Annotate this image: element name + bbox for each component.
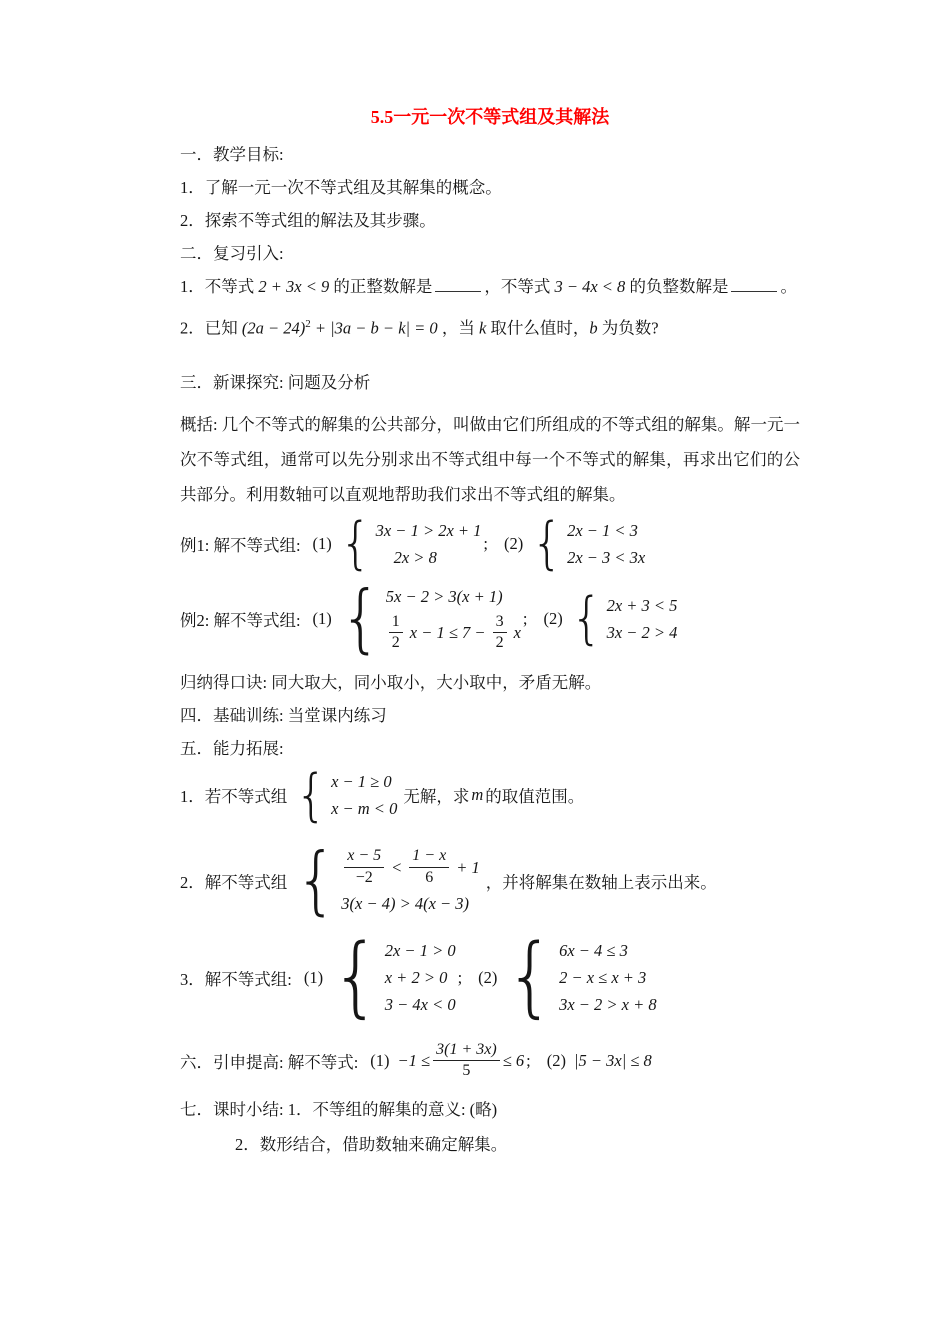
q1-inequality-2: 3 − 4x < 8 xyxy=(554,277,626,296)
q1-inequality-1: 2 + 3x < 9 xyxy=(258,277,330,296)
section-3-heading: 三．新课探究: 问题及分析 xyxy=(180,372,371,392)
example-2-line xyxy=(180,575,800,662)
p1-text-1: 无解，求 xyxy=(403,787,470,807)
inequality-system-p1 xyxy=(295,762,398,828)
system-row: 5x − 2 > 3(x + 1) xyxy=(385,586,503,606)
separator-semicolon: ; xyxy=(526,1050,531,1070)
row-segment: x xyxy=(513,622,521,642)
q2-text-3: 为负数? xyxy=(601,318,659,338)
fraction-denominator: 2 xyxy=(391,633,400,651)
q2-expression-rest: + |3a − b − k| = 0 xyxy=(314,318,438,338)
system-row: 2x − 1 > 0 xyxy=(384,941,456,961)
q1-text-3: 的负整数解是 xyxy=(629,277,729,296)
separator-semicolon: ; xyxy=(483,533,489,553)
q2-variable-b: b xyxy=(589,318,598,338)
s6-absolute-inequality: |5 − 3x| ≤ 8 xyxy=(573,1050,652,1070)
s6-inequality-left: −1 ≤ xyxy=(397,1050,431,1070)
inequality-system-p3-1 xyxy=(331,927,456,1028)
s6-number-1: (1) xyxy=(370,1050,390,1070)
section-4-heading: 四．基础训练: 当堂课内练习 xyxy=(180,706,387,726)
system-row: x − m < 0 xyxy=(331,799,398,819)
example-2-number-1: (1) xyxy=(312,608,332,628)
ability-problem-2 xyxy=(180,837,800,924)
system-row: 3x − 2 > x + 8 xyxy=(559,995,657,1015)
example-1-number-2: (2) xyxy=(504,533,524,553)
less-than-sign: < xyxy=(391,857,403,877)
fraction xyxy=(493,613,507,653)
separator-semicolon: ; xyxy=(457,967,463,987)
system-row: 3x − 1 > 2x + 1 xyxy=(375,520,482,540)
example-1-lead: 例1: 解不等式组: xyxy=(180,535,301,555)
q2-text-1: ，当 xyxy=(441,318,475,338)
section-7-line-2: 2．数形结合，借助数轴来确定解集。 xyxy=(235,1134,508,1154)
fraction-numerator: 3 xyxy=(493,613,507,633)
q2-expression-base: (2a − 24) xyxy=(241,318,306,338)
fraction-numerator: 3(1 + 3x) xyxy=(433,1041,500,1061)
system-row: x − 1 ≥ 0 xyxy=(331,772,392,792)
p3-number-1: (1) xyxy=(303,967,324,987)
inequality-system-p2 xyxy=(295,837,480,924)
p3-lead: 3．解不等式组: xyxy=(180,969,292,989)
page-title: 5.5一元一次不等式组及其解法 xyxy=(370,107,610,127)
fraction-denominator: −2 xyxy=(355,868,373,886)
example-2-number-2: (2) xyxy=(543,608,563,628)
q1-text-1: 的正整数解是 xyxy=(333,277,433,296)
inequality-system-ex1-1 xyxy=(339,510,482,576)
row-segment: + 1 xyxy=(456,857,480,877)
left-brace-icon: { xyxy=(331,927,381,1028)
q1-text-4: 。 xyxy=(780,277,797,296)
fraction-numerator: 1 xyxy=(389,613,403,633)
system-row: 2 − x ≤ x + 3 xyxy=(559,968,647,988)
inequality-system-ex1-2 xyxy=(531,510,646,576)
s6-inequality-right: ≤ 6 xyxy=(502,1050,525,1070)
p1-text-2: 的取值范围。 xyxy=(485,787,585,807)
objective-item-1: 1．了解一元一次不等式组及其解集的概念。 xyxy=(180,178,502,197)
review-question-1 xyxy=(180,276,800,297)
example-2-lead: 例2: 解不等式组: xyxy=(180,610,301,630)
system-row: 3x − 2 > 4 xyxy=(606,622,678,642)
ability-problem-1 xyxy=(180,762,800,828)
q2-variable-k: k xyxy=(478,318,487,338)
fraction xyxy=(389,613,403,653)
p1-variable-m: m xyxy=(471,785,484,805)
example-1-number-1: (1) xyxy=(312,533,332,553)
section-7-line-1: 七．课时小结: 1．不等组的解集的意义: (略) xyxy=(180,1099,498,1119)
example-1-line xyxy=(180,510,800,576)
s6-number-2: (2) xyxy=(546,1050,566,1070)
system-row: 2x − 3 < 3x xyxy=(567,547,646,567)
summary-paragraph: 概括: 几个不等式的解集的公共部分，叫做由它们所组成的不等式组的解集。解一元一次不等式组，通常可以先分别求出不等式组中每一个不等式的解集，再求出它们的公共部分。利用数轴可以直观地帮助我们求出不等式组的解集。 xyxy=(180,414,800,504)
inequality-system-p3-2 xyxy=(505,927,657,1028)
fraction-denominator: 5 xyxy=(462,1062,471,1080)
left-brace-icon: { xyxy=(570,585,603,651)
inequality-system-ex2-1 xyxy=(339,575,521,662)
section-1-heading: 一．教学目标: xyxy=(180,145,284,164)
p2-tail: ，并将解集在数轴上表示出来。 xyxy=(485,872,717,892)
q1-lead: 1．不等式 xyxy=(180,277,255,296)
answer-blank xyxy=(435,277,481,292)
fraction-numerator: 1 − x xyxy=(409,847,449,867)
system-row-with-fractions xyxy=(386,613,521,653)
separator-semicolon: ; xyxy=(522,608,528,628)
system-row: 2x + 3 < 5 xyxy=(606,595,678,615)
p3-number-2: (2) xyxy=(478,967,498,987)
answer-blank xyxy=(731,277,777,292)
row-segment: x − 1 ≤ 7 − xyxy=(409,622,486,642)
fraction xyxy=(409,847,449,887)
system-row: 3 − 4x < 0 xyxy=(384,995,456,1015)
system-row: x + 2 > 0 xyxy=(384,968,448,988)
inequality-system-ex2-2 xyxy=(570,585,678,651)
left-brace-icon: { xyxy=(339,575,382,662)
ability-problem-3 xyxy=(180,927,800,1028)
system-row: 2x > 8 xyxy=(393,547,437,567)
q2-lead: 2．已知 xyxy=(180,318,238,338)
left-brace-icon: { xyxy=(295,837,338,924)
fraction-numerator: x − 5 xyxy=(344,847,384,867)
p1-lead: 1．若不等式组 xyxy=(180,787,288,807)
section-2-heading: 二．复习引入: xyxy=(180,244,284,263)
system-row: 6x − 4 ≤ 3 xyxy=(559,941,628,961)
left-brace-icon: { xyxy=(531,510,564,576)
objective-item-2: 2．探索不等式组的解法及其步骤。 xyxy=(180,211,436,230)
mnemonic-line: 归纳得口诀: 同大取大，同小取小，大小取中，矛盾无解。 xyxy=(180,673,602,693)
fraction-denominator: 6 xyxy=(425,868,434,886)
left-brace-icon: { xyxy=(505,927,556,1028)
q2-exponent: 2 xyxy=(305,318,311,330)
left-brace-icon: { xyxy=(339,510,372,576)
q1-text-2: ，不等式 xyxy=(484,277,551,296)
p2-lead: 2．解不等式组 xyxy=(180,872,288,892)
system-row: 3(x − 4) > 4(x − 3) xyxy=(341,894,470,914)
q2-text-2: 取什么值时， xyxy=(490,318,590,338)
system-row-with-fractions xyxy=(341,847,479,887)
left-brace-icon: { xyxy=(295,762,328,828)
fraction xyxy=(344,847,384,887)
review-question-2 xyxy=(180,311,800,342)
section-6-line xyxy=(180,1041,800,1081)
fraction xyxy=(433,1041,500,1081)
section-5-heading: 五．能力拓展: xyxy=(180,739,284,759)
system-row: 2x − 1 < 3 xyxy=(567,520,638,540)
fraction-denominator: 2 xyxy=(495,633,504,651)
section-6-lead: 六．引申提高: 解不等式: xyxy=(180,1052,359,1072)
